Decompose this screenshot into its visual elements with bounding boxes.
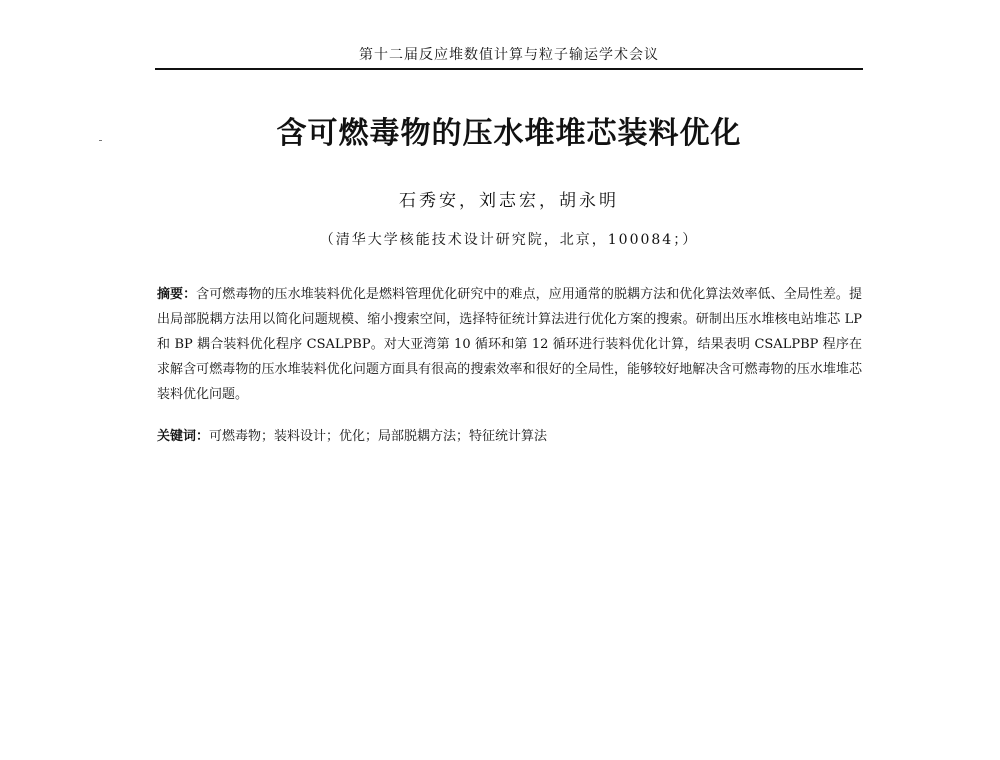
scan-speck [99,140,102,141]
keywords-text: 可燃毒物；装料设计；优化；局部脱耦方法；特征统计算法 [209,429,548,444]
header-rule [155,68,863,70]
keywords [157,427,862,447]
abstract [157,282,862,407]
keywords-label: 关键词： [157,429,210,444]
abstract-label: 摘要： [157,287,197,302]
abstract-text: 含可燃毒物的压水堆装料优化是燃料管理优化研究中的难点，应用通常的脱耦方法和优化算法效率低、全局性差。提出局部脱耦方法用以简化问题规模、缩小搜索空间，选择特征统计算法进行优化方案的搜索。研制出压水堆核电站堆芯 LP 和 BP 耦合装料优化程序 CSALPBP。对大亚湾第 10 循环和第 12 循环进行装料优化计算，结果表明 CSALPBP 程序在求解含可燃毒物的压水堆装料优化问题方面具有很高的搜索效率和很好的全局性，能够较好地解决含可燃毒物的压水堆堆芯装料优化问题。 [157,287,862,402]
paper-authors: 石秀安，刘志宏，胡永明 [399,191,619,211]
running-header: 第十二届反应堆数值计算与粒子输运学术会议 [359,47,659,63]
paper-affiliation: （清华大学核能技术设计研究院，北京，100084；） [319,232,699,248]
paper-title: 含可燃毒物的压水堆堆芯装料优化 [276,116,742,151]
